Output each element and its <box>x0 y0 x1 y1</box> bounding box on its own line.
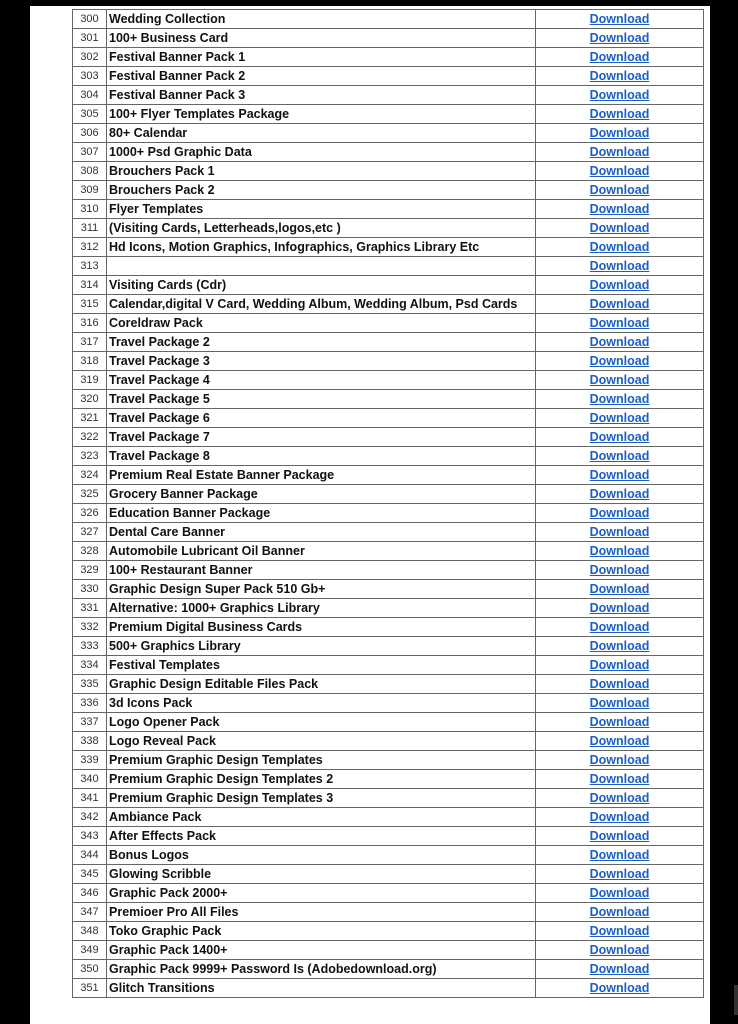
table-row <box>73 542 704 561</box>
table-row <box>73 504 704 523</box>
download-table <box>72 9 704 998</box>
item-name: Automobile Lubricant Oil Banner <box>107 542 536 561</box>
row-number: 319 <box>73 371 107 390</box>
table-row <box>73 941 704 960</box>
table-row <box>73 960 704 979</box>
row-number: 309 <box>73 181 107 200</box>
download-link[interactable]: Download <box>589 411 650 425</box>
item-name: Premium Real Estate Banner Package <box>107 466 536 485</box>
download-link[interactable]: Download <box>589 31 650 45</box>
row-number: 303 <box>73 67 107 86</box>
row-number: 350 <box>73 960 107 979</box>
download-link[interactable]: Download <box>589 259 650 273</box>
row-number: 346 <box>73 884 107 903</box>
item-name: 100+ Restaurant Banner <box>107 561 536 580</box>
row-number: 344 <box>73 846 107 865</box>
download-link[interactable]: Download <box>589 810 650 824</box>
download-link[interactable]: Download <box>589 867 650 881</box>
item-name: Travel Package 3 <box>107 352 536 371</box>
table-row <box>73 789 704 808</box>
item-name: Brouchers Pack 1 <box>107 162 536 181</box>
scrollbar[interactable] <box>734 985 738 1015</box>
row-number: 343 <box>73 827 107 846</box>
table-row <box>73 105 704 124</box>
row-number: 310 <box>73 200 107 219</box>
table-row <box>73 599 704 618</box>
item-name: Hd Icons, Motion Graphics, Infographics, Graphics Library Etc <box>107 238 536 257</box>
download-link[interactable]: Download <box>589 601 650 615</box>
item-name: Toko Graphic Pack <box>107 922 536 941</box>
row-number: 332 <box>73 618 107 637</box>
table-row <box>73 523 704 542</box>
row-number: 328 <box>73 542 107 561</box>
table-row <box>73 352 704 371</box>
row-number: 334 <box>73 656 107 675</box>
item-name: Premium Graphic Design Templates 3 <box>107 789 536 808</box>
item-name: Travel Package 8 <box>107 447 536 466</box>
table-row <box>73 409 704 428</box>
row-number: 300 <box>73 10 107 29</box>
row-number: 314 <box>73 276 107 295</box>
download-link[interactable]: Download <box>589 829 650 843</box>
row-number: 308 <box>73 162 107 181</box>
table-row <box>73 238 704 257</box>
download-link[interactable]: Download <box>589 240 650 254</box>
table-row <box>73 732 704 751</box>
download-link[interactable]: Download <box>589 12 650 26</box>
download-link[interactable]: Download <box>589 905 650 919</box>
item-name: 500+ Graphics Library <box>107 637 536 656</box>
table-row <box>73 770 704 789</box>
row-number: 340 <box>73 770 107 789</box>
item-name: After Effects Pack <box>107 827 536 846</box>
item-name: Calendar,digital V Card, Wedding Album, Wedding Album, Psd Cards <box>107 295 536 314</box>
row-number: 317 <box>73 333 107 352</box>
table-row <box>73 466 704 485</box>
download-link[interactable]: Download <box>589 753 650 767</box>
row-number: 331 <box>73 599 107 618</box>
row-number: 301 <box>73 29 107 48</box>
table-row <box>73 143 704 162</box>
row-number: 329 <box>73 561 107 580</box>
item-name <box>107 257 536 276</box>
table-row <box>73 884 704 903</box>
item-name: Graphic Design Super Pack 510 Gb+ <box>107 580 536 599</box>
download-link[interactable]: Download <box>589 88 650 102</box>
item-name: Travel Package 4 <box>107 371 536 390</box>
download-link[interactable]: Download <box>589 430 650 444</box>
table-row <box>73 124 704 143</box>
item-name: Festival Banner Pack 2 <box>107 67 536 86</box>
item-name: Alternative: 1000+ Graphics Library <box>107 599 536 618</box>
item-name: Dental Care Banner <box>107 523 536 542</box>
download-link[interactable]: Download <box>589 563 650 577</box>
table-row <box>73 694 704 713</box>
download-link[interactable]: Download <box>589 297 650 311</box>
row-number: 339 <box>73 751 107 770</box>
table-row <box>73 67 704 86</box>
row-number: 338 <box>73 732 107 751</box>
row-number: 313 <box>73 257 107 276</box>
row-number: 325 <box>73 485 107 504</box>
item-name: Travel Package 7 <box>107 428 536 447</box>
download-link[interactable]: Download <box>589 278 650 292</box>
table-row <box>73 86 704 105</box>
table-row <box>73 276 704 295</box>
row-number: 312 <box>73 238 107 257</box>
download-link[interactable]: Download <box>589 183 650 197</box>
table-row <box>73 865 704 884</box>
row-number: 337 <box>73 713 107 732</box>
table-row <box>73 846 704 865</box>
table-row <box>73 428 704 447</box>
item-name: Ambiance Pack <box>107 808 536 827</box>
table-row <box>73 561 704 580</box>
download-link[interactable]: Download <box>589 354 650 368</box>
row-number: 345 <box>73 865 107 884</box>
download-link[interactable]: Download <box>589 886 650 900</box>
table-row <box>73 371 704 390</box>
download-link[interactable]: Download <box>589 525 650 539</box>
download-link[interactable]: Download <box>589 981 650 995</box>
row-number: 335 <box>73 675 107 694</box>
download-link[interactable]: Download <box>589 544 650 558</box>
table-row <box>73 903 704 922</box>
download-link[interactable]: Download <box>589 715 650 729</box>
row-number: 348 <box>73 922 107 941</box>
item-name: Coreldraw Pack <box>107 314 536 333</box>
item-name: Logo Opener Pack <box>107 713 536 732</box>
item-name: 3d Icons Pack <box>107 694 536 713</box>
download-link[interactable]: Download <box>589 221 650 235</box>
download-link[interactable]: Download <box>589 107 650 121</box>
item-name: Premium Digital Business Cards <box>107 618 536 637</box>
item-name: Festival Banner Pack 1 <box>107 48 536 67</box>
row-number: 320 <box>73 390 107 409</box>
row-number: 323 <box>73 447 107 466</box>
item-name: Wedding Collection <box>107 10 536 29</box>
download-link[interactable]: Download <box>589 145 650 159</box>
item-name: 1000+ Psd Graphic Data <box>107 143 536 162</box>
table-row <box>73 10 704 29</box>
table-row <box>73 656 704 675</box>
item-name: Flyer Templates <box>107 200 536 219</box>
item-name: Premium Graphic Design Templates <box>107 751 536 770</box>
item-name: Festival Banner Pack 3 <box>107 86 536 105</box>
item-name: Travel Package 6 <box>107 409 536 428</box>
download-link[interactable]: Download <box>589 791 650 805</box>
row-number: 321 <box>73 409 107 428</box>
download-link[interactable]: Download <box>589 734 650 748</box>
item-name: Graphic Design Editable Files Pack <box>107 675 536 694</box>
row-number: 347 <box>73 903 107 922</box>
table-row <box>73 29 704 48</box>
download-link[interactable]: Download <box>589 468 650 482</box>
row-number: 349 <box>73 941 107 960</box>
row-number: 351 <box>73 979 107 998</box>
download-link[interactable]: Download <box>589 677 650 691</box>
download-link[interactable]: Download <box>589 487 650 501</box>
table-row <box>73 219 704 238</box>
table-row <box>73 827 704 846</box>
row-number: 316 <box>73 314 107 333</box>
table-row <box>73 314 704 333</box>
row-number: 341 <box>73 789 107 808</box>
item-name: (Visiting Cards, Letterheads,logos,etc ) <box>107 219 536 238</box>
download-link[interactable]: Download <box>589 202 650 216</box>
download-link[interactable]: Download <box>589 335 650 349</box>
table-row <box>73 447 704 466</box>
item-name: Premium Graphic Design Templates 2 <box>107 770 536 789</box>
row-number: 315 <box>73 295 107 314</box>
item-name: Grocery Banner Package <box>107 485 536 504</box>
item-name: Premioer Pro All Files <box>107 903 536 922</box>
row-number: 302 <box>73 48 107 67</box>
download-link[interactable]: Download <box>589 924 650 938</box>
row-number: 330 <box>73 580 107 599</box>
item-name: 80+ Calendar <box>107 124 536 143</box>
row-number: 342 <box>73 808 107 827</box>
table-row <box>73 637 704 656</box>
download-link[interactable]: Download <box>589 50 650 64</box>
download-link[interactable]: Download <box>589 772 650 786</box>
table-row <box>73 485 704 504</box>
item-name: Logo Reveal Pack <box>107 732 536 751</box>
download-link[interactable]: Download <box>589 620 650 634</box>
download-link[interactable]: Download <box>589 639 650 653</box>
row-number: 318 <box>73 352 107 371</box>
row-number: 322 <box>73 428 107 447</box>
download-link[interactable]: Download <box>589 962 650 976</box>
item-name: Visiting Cards (Cdr) <box>107 276 536 295</box>
item-name: Graphic Pack 1400+ <box>107 941 536 960</box>
download-link[interactable]: Download <box>589 392 650 406</box>
row-number: 306 <box>73 124 107 143</box>
item-name: Graphic Pack 2000+ <box>107 884 536 903</box>
download-link[interactable]: Download <box>589 582 650 596</box>
table-row <box>73 922 704 941</box>
download-link[interactable]: Download <box>589 696 650 710</box>
download-link[interactable]: Download <box>589 848 650 862</box>
row-number: 304 <box>73 86 107 105</box>
row-number: 305 <box>73 105 107 124</box>
download-link[interactable]: Download <box>589 506 650 520</box>
row-number: 311 <box>73 219 107 238</box>
item-name: Education Banner Package <box>107 504 536 523</box>
item-name: Travel Package 5 <box>107 390 536 409</box>
table-row <box>73 200 704 219</box>
download-link[interactable]: Download <box>589 658 650 672</box>
download-link[interactable]: Download <box>589 449 650 463</box>
table-row <box>73 675 704 694</box>
item-name: Festival Templates <box>107 656 536 675</box>
table-row <box>73 162 704 181</box>
row-number: 336 <box>73 694 107 713</box>
table-row <box>73 390 704 409</box>
table-row <box>73 618 704 637</box>
table-row <box>73 333 704 352</box>
table-row <box>73 48 704 67</box>
table-row <box>73 979 704 998</box>
table-row <box>73 751 704 770</box>
document-page <box>30 6 710 1024</box>
download-link[interactable]: Download <box>589 69 650 83</box>
download-link[interactable]: Download <box>589 316 650 330</box>
item-name: Glitch Transitions <box>107 979 536 998</box>
download-link[interactable]: Download <box>589 126 650 140</box>
row-number: 327 <box>73 523 107 542</box>
download-link[interactable]: Download <box>589 373 650 387</box>
item-name: Bonus Logos <box>107 846 536 865</box>
table-row <box>73 713 704 732</box>
row-number: 324 <box>73 466 107 485</box>
item-name: 100+ Business Card <box>107 29 536 48</box>
row-number: 326 <box>73 504 107 523</box>
item-name: Graphic Pack 9999+ Password Is (Adobedownload.org) <box>107 960 536 979</box>
download-link[interactable]: Download <box>589 164 650 178</box>
item-name: Glowing Scribble <box>107 865 536 884</box>
row-number: 333 <box>73 637 107 656</box>
download-link[interactable]: Download <box>589 943 650 957</box>
row-number: 307 <box>73 143 107 162</box>
item-name: Brouchers Pack 2 <box>107 181 536 200</box>
table-row <box>73 580 704 599</box>
item-name: Travel Package 2 <box>107 333 536 352</box>
table-row <box>73 181 704 200</box>
table-row <box>73 257 704 276</box>
table-row <box>73 295 704 314</box>
table-row <box>73 808 704 827</box>
item-name: 100+ Flyer Templates Package <box>107 105 536 124</box>
